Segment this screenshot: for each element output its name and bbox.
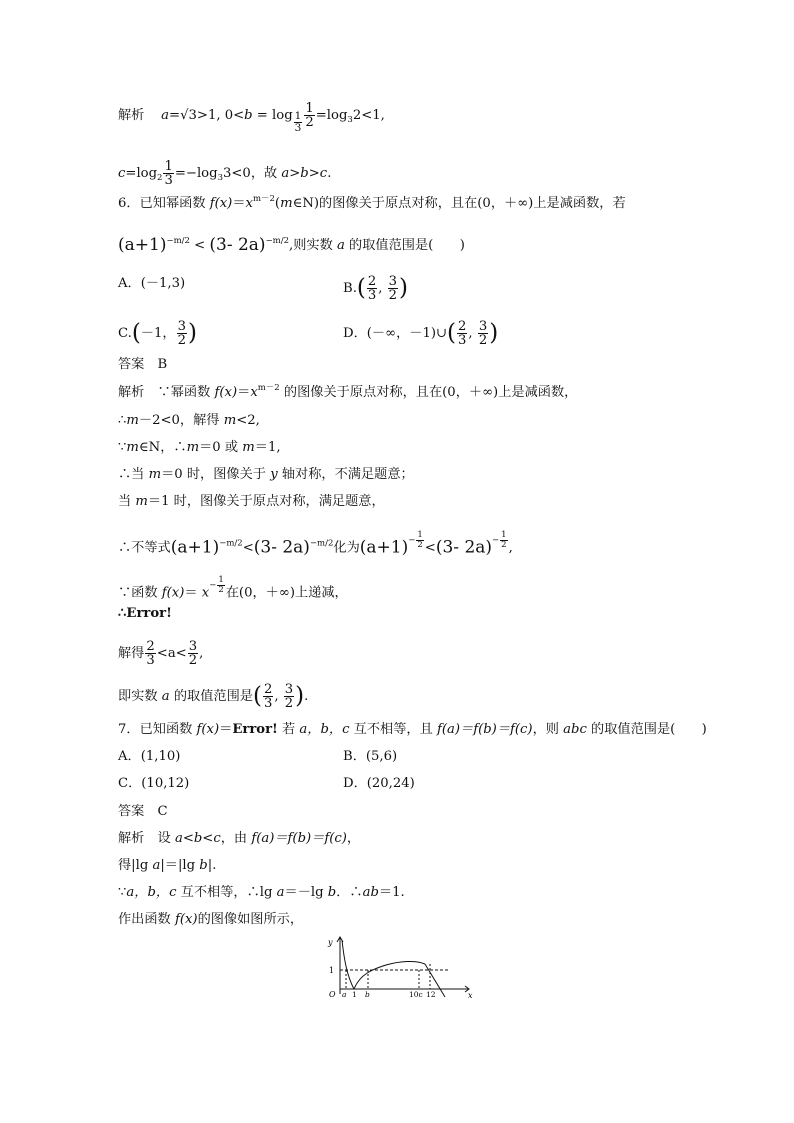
option-d: D．(－∞，－1)∪( $\frac{2}{3}$ , $\frac{3}{2}$ ): [343, 319, 499, 348]
solution7-line4: 作出函数 f(x)的图像如图所示，: [118, 912, 304, 927]
solution7-line3: ∵a，b，c 互不相等，∴lg a＝－lg b．∴ab＝1.: [118, 885, 405, 900]
x-tick-1: 1: [352, 990, 357, 999]
solution6-line2: ∴m－2<0，解得 m<2,: [118, 413, 260, 428]
option-c: C.(－1， $\frac{3}{2}$ ): [118, 319, 197, 348]
solution6-line7: ∵函数 f(x)＝ x− $\frac{1}{2}$ 在(0，＋∞)上递减，: [118, 575, 348, 601]
solution6-line1: 解析 ∵幂函数 $f(x)=x^{m-2}$ 的图像关于原点对称，且在(0，＋∞)上是减函数，: [118, 383, 578, 400]
x-tick-12: 12: [426, 990, 436, 999]
x-tick-10c: 10c: [409, 990, 423, 999]
option7-d: D．(20,24): [343, 776, 415, 791]
option7-c: C．(10,12): [118, 776, 190, 791]
y-tick-1: 1: [329, 966, 335, 975]
solution6-line3: ∵m∈N，∴m＝0 或 m＝1,: [118, 440, 281, 455]
solution6-line10: 即实数 a 的取值范围是( $\frac{2}{3}$ , $\frac{3}{2}$ ).: [118, 682, 309, 711]
function-graph: [318, 934, 478, 1000]
x-axis-label: x: [468, 991, 473, 1000]
answer7: 答案 C: [118, 804, 168, 819]
solution5-line1: 解析 a=√3>1, 0<b = log $\frac{1}{3}$ $\frac{1}{2}$ $=\log_32<1$,: [118, 101, 385, 134]
option7-a: A．(1,10): [118, 749, 181, 764]
solution6-line5: 当 m＝1 时，图像关于原点对称，满足题意，: [118, 494, 385, 509]
solution6-line9: 解得 $\frac{2}{3}$ <a< $\frac{3}{2}$ ,: [118, 639, 204, 668]
origin-label: O: [329, 990, 336, 999]
option-a: A．(－1,3): [118, 276, 186, 291]
solution6-line6: ∴不等式$(a+1)^{-m/2}<(3-$ 2a)$^{-m/2}$化为(a+1)− $\frac{1}{2}$ <(3- 2a)− $\frac{1}{2}$ ,: [118, 530, 513, 558]
x-tick-a: a: [342, 990, 347, 999]
option-b: B.( $\frac{2}{3}$ , $\frac{3}{2}$ ): [343, 274, 409, 303]
solution6-line8: ∴Error!: [118, 606, 172, 621]
solution5-line2: $c=\log_2$ $\frac{1}{3}$ $=-\log_33<0$，故 a>b>c.: [118, 159, 332, 188]
question7-stem: 7．已知函数 f(x)＝Error! 若 a，b，c 互不相等，且 f(a)＝f(b)＝f(c)，则 abc 的取值范围是( ): [118, 722, 707, 737]
solution7-line2: 得|lg a|＝|lg b|.: [118, 858, 217, 873]
y-axis-label: y: [328, 938, 333, 947]
curve-log-right: [354, 961, 425, 989]
curve-log-left: [342, 940, 354, 989]
x-tick-b: b: [365, 990, 370, 999]
solution7-line1: 解析 设 a<b<c，由 f(a)＝f(b)＝f(c)，: [118, 831, 361, 846]
answer6: 答案 B: [118, 357, 168, 372]
solution6-line4: ∴当 m＝0 时，图像关于 y 轴对称，不满足题意；: [118, 467, 414, 482]
option7-b: B．(5,6): [343, 749, 398, 764]
question6-inequality: $(a+1)^{-m/2} < (3-$ 2a)$^{-m/2}$,则实数 a 的取值范围是( ): [118, 235, 465, 255]
question6-stem: 6．已知幂函数 $f(x)=x^{m-2}(m\in N)$的图像关于原点对称，且在(0，＋∞)上是减函数，若: [118, 194, 626, 211]
